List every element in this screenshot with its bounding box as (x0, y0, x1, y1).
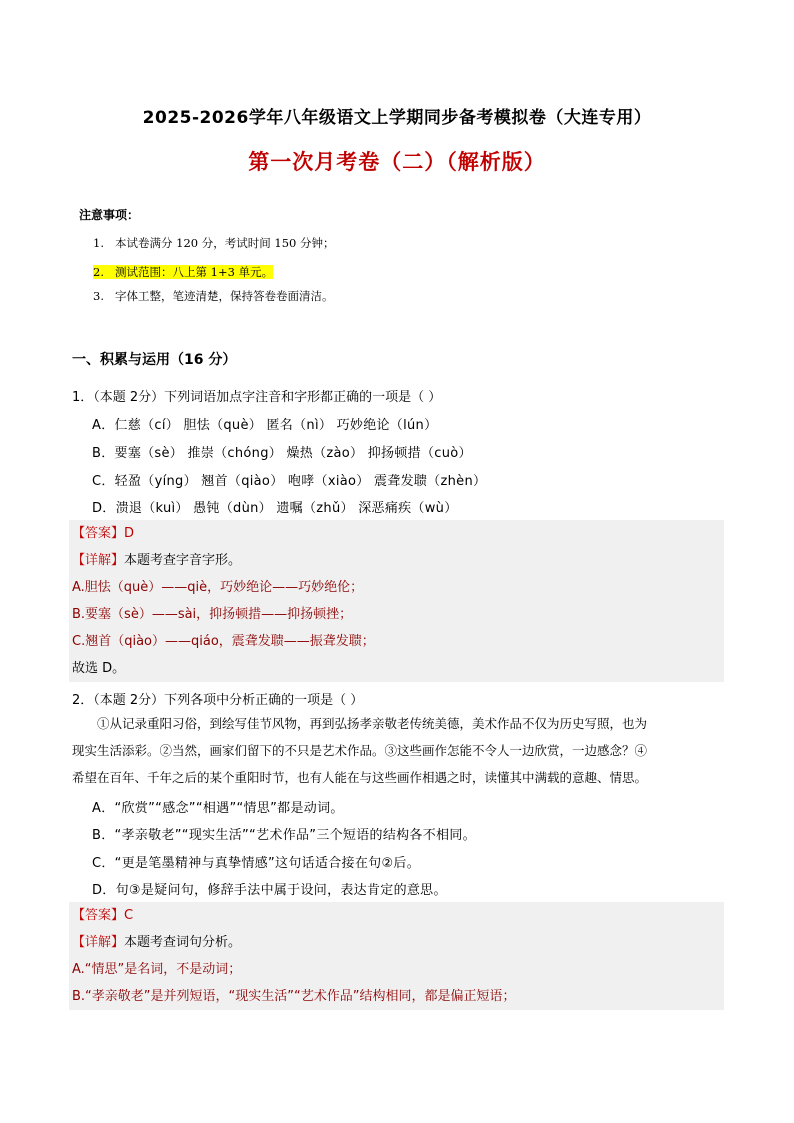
detail-intro: 本题考查词句分析。 (124, 935, 242, 950)
answer-label: 【答案】 (72, 526, 125, 541)
notice-item-2 (93, 264, 273, 280)
question-1-option-a: A．仁慈（cí） 胆怯（què） 匿名（nì） 巧妙绝论（lún） (92, 418, 438, 433)
notice-item-3 (93, 288, 334, 304)
question-1-option-d: D．溃退（kuì） 愚钝（dùn） 遗嘱（zhǔ） 深恶痛疾（wù） (92, 501, 458, 516)
question-1-detail (72, 547, 241, 574)
passage-line: ①从记录重阳习俗，到绘写佳节风物，再到弘扬孝亲敬老传统美德，美术作品不仅为历史写照，也为 (72, 716, 648, 731)
question-2-passage (72, 710, 722, 791)
notice-item-number: 3. (93, 289, 104, 303)
question-1-detail-c: C.翘首（qiào）——qiáo，震聋发聩——振聋发聩； (72, 634, 375, 649)
notice-item-text: 字体工整，笔迹清楚，保持答卷卷面清洁。 (115, 289, 334, 303)
notice-heading: 注意事项： (79, 208, 140, 222)
notice-item-text: 测试范围：八上第 1+3 单元。 (115, 265, 274, 279)
notice-item-number: 1. (93, 236, 104, 250)
answer-label: 【答案】 (72, 908, 125, 923)
answer-value: C (124, 908, 134, 923)
question-1-option-b: B．要塞（sè） 推崇（chóng） 燥热（zào） 抑扬顿措（cuò） (92, 446, 472, 461)
answer-value: D (124, 526, 135, 541)
answer-band (69, 902, 724, 929)
question-1-conclusion: 故选 D。 (72, 661, 126, 676)
notice-item-number: 2. (93, 265, 104, 279)
passage-line: 现实生活添彩。②当然，画家们留下的不只是艺术作品。③这些画作怎能不令人一边欣赏，一边感念？④ (72, 743, 648, 758)
question-1-detail-b: B.要塞（sè）——sài，抑扬顿措——抑扬顿挫； (72, 607, 353, 622)
answer-band (69, 655, 724, 682)
question-2-option-b: B．“孝亲敬老”“现实生活”“艺术作品”三个短语的结构各不相同。 (92, 828, 476, 843)
question-1-option-c: C．轻盈（yíng） 翘首（qiào） 咆哮（xiào） 震聋发聩（zhèn） (92, 474, 487, 489)
question-2-option-c: C．“更是笔墨精神与真挚情感”这句话适合接在句②后。 (92, 856, 421, 871)
notice-item-text: 本试卷满分 120 分，考试时间 150 分钟； (115, 236, 335, 250)
question-2-stem: 2．（本题 2分）下列各项中分析正确的一项是（ ） (72, 693, 364, 708)
detail-intro: 本题考查字音字形。 (124, 553, 242, 568)
question-1-stem: 1．（本题 2分）下列词语加点字注音和字形都正确的一项是（ ） (72, 390, 442, 405)
question-2-detail-a: A.“情思”是名词，不是动词； (72, 962, 242, 977)
question-2-option-d: D．句③是疑问句，修辞手法中属于设问，表达肯定的意思。 (92, 883, 447, 898)
question-1-answer (72, 520, 134, 547)
detail-label: 【详解】 (72, 935, 125, 950)
section-heading: 一、积累与运用（16 分） (72, 352, 237, 368)
passage-line: 希望在百年、千年之后的某个重阳时节，也有人能在与这些画作相遇之时，读懂其中满载的意趣、情思。 (72, 770, 648, 785)
exam-title: 2025-2026学年八年级语文上学期同步备考模拟卷（大连专用） (142, 108, 652, 128)
question-2-option-a: A．“欣赏”“感念”“相遇”“情思”都是动词。 (92, 801, 344, 816)
question-2-detail-b: B.“孝亲敬老”是并列短语，“现实生活”“艺术作品”结构相同，都是偏正短语； (72, 989, 516, 1004)
question-2-detail (72, 929, 241, 956)
exam-subtitle: 第一次月考卷（二）（解析版） (248, 150, 546, 174)
question-2-answer (72, 902, 133, 929)
answer-band (69, 520, 724, 547)
notice-item-1 (93, 235, 335, 251)
detail-label: 【详解】 (72, 553, 125, 568)
question-1-detail-a: A.胆怯（què）——qiè，巧妙绝论——巧妙绝伦； (72, 580, 364, 595)
